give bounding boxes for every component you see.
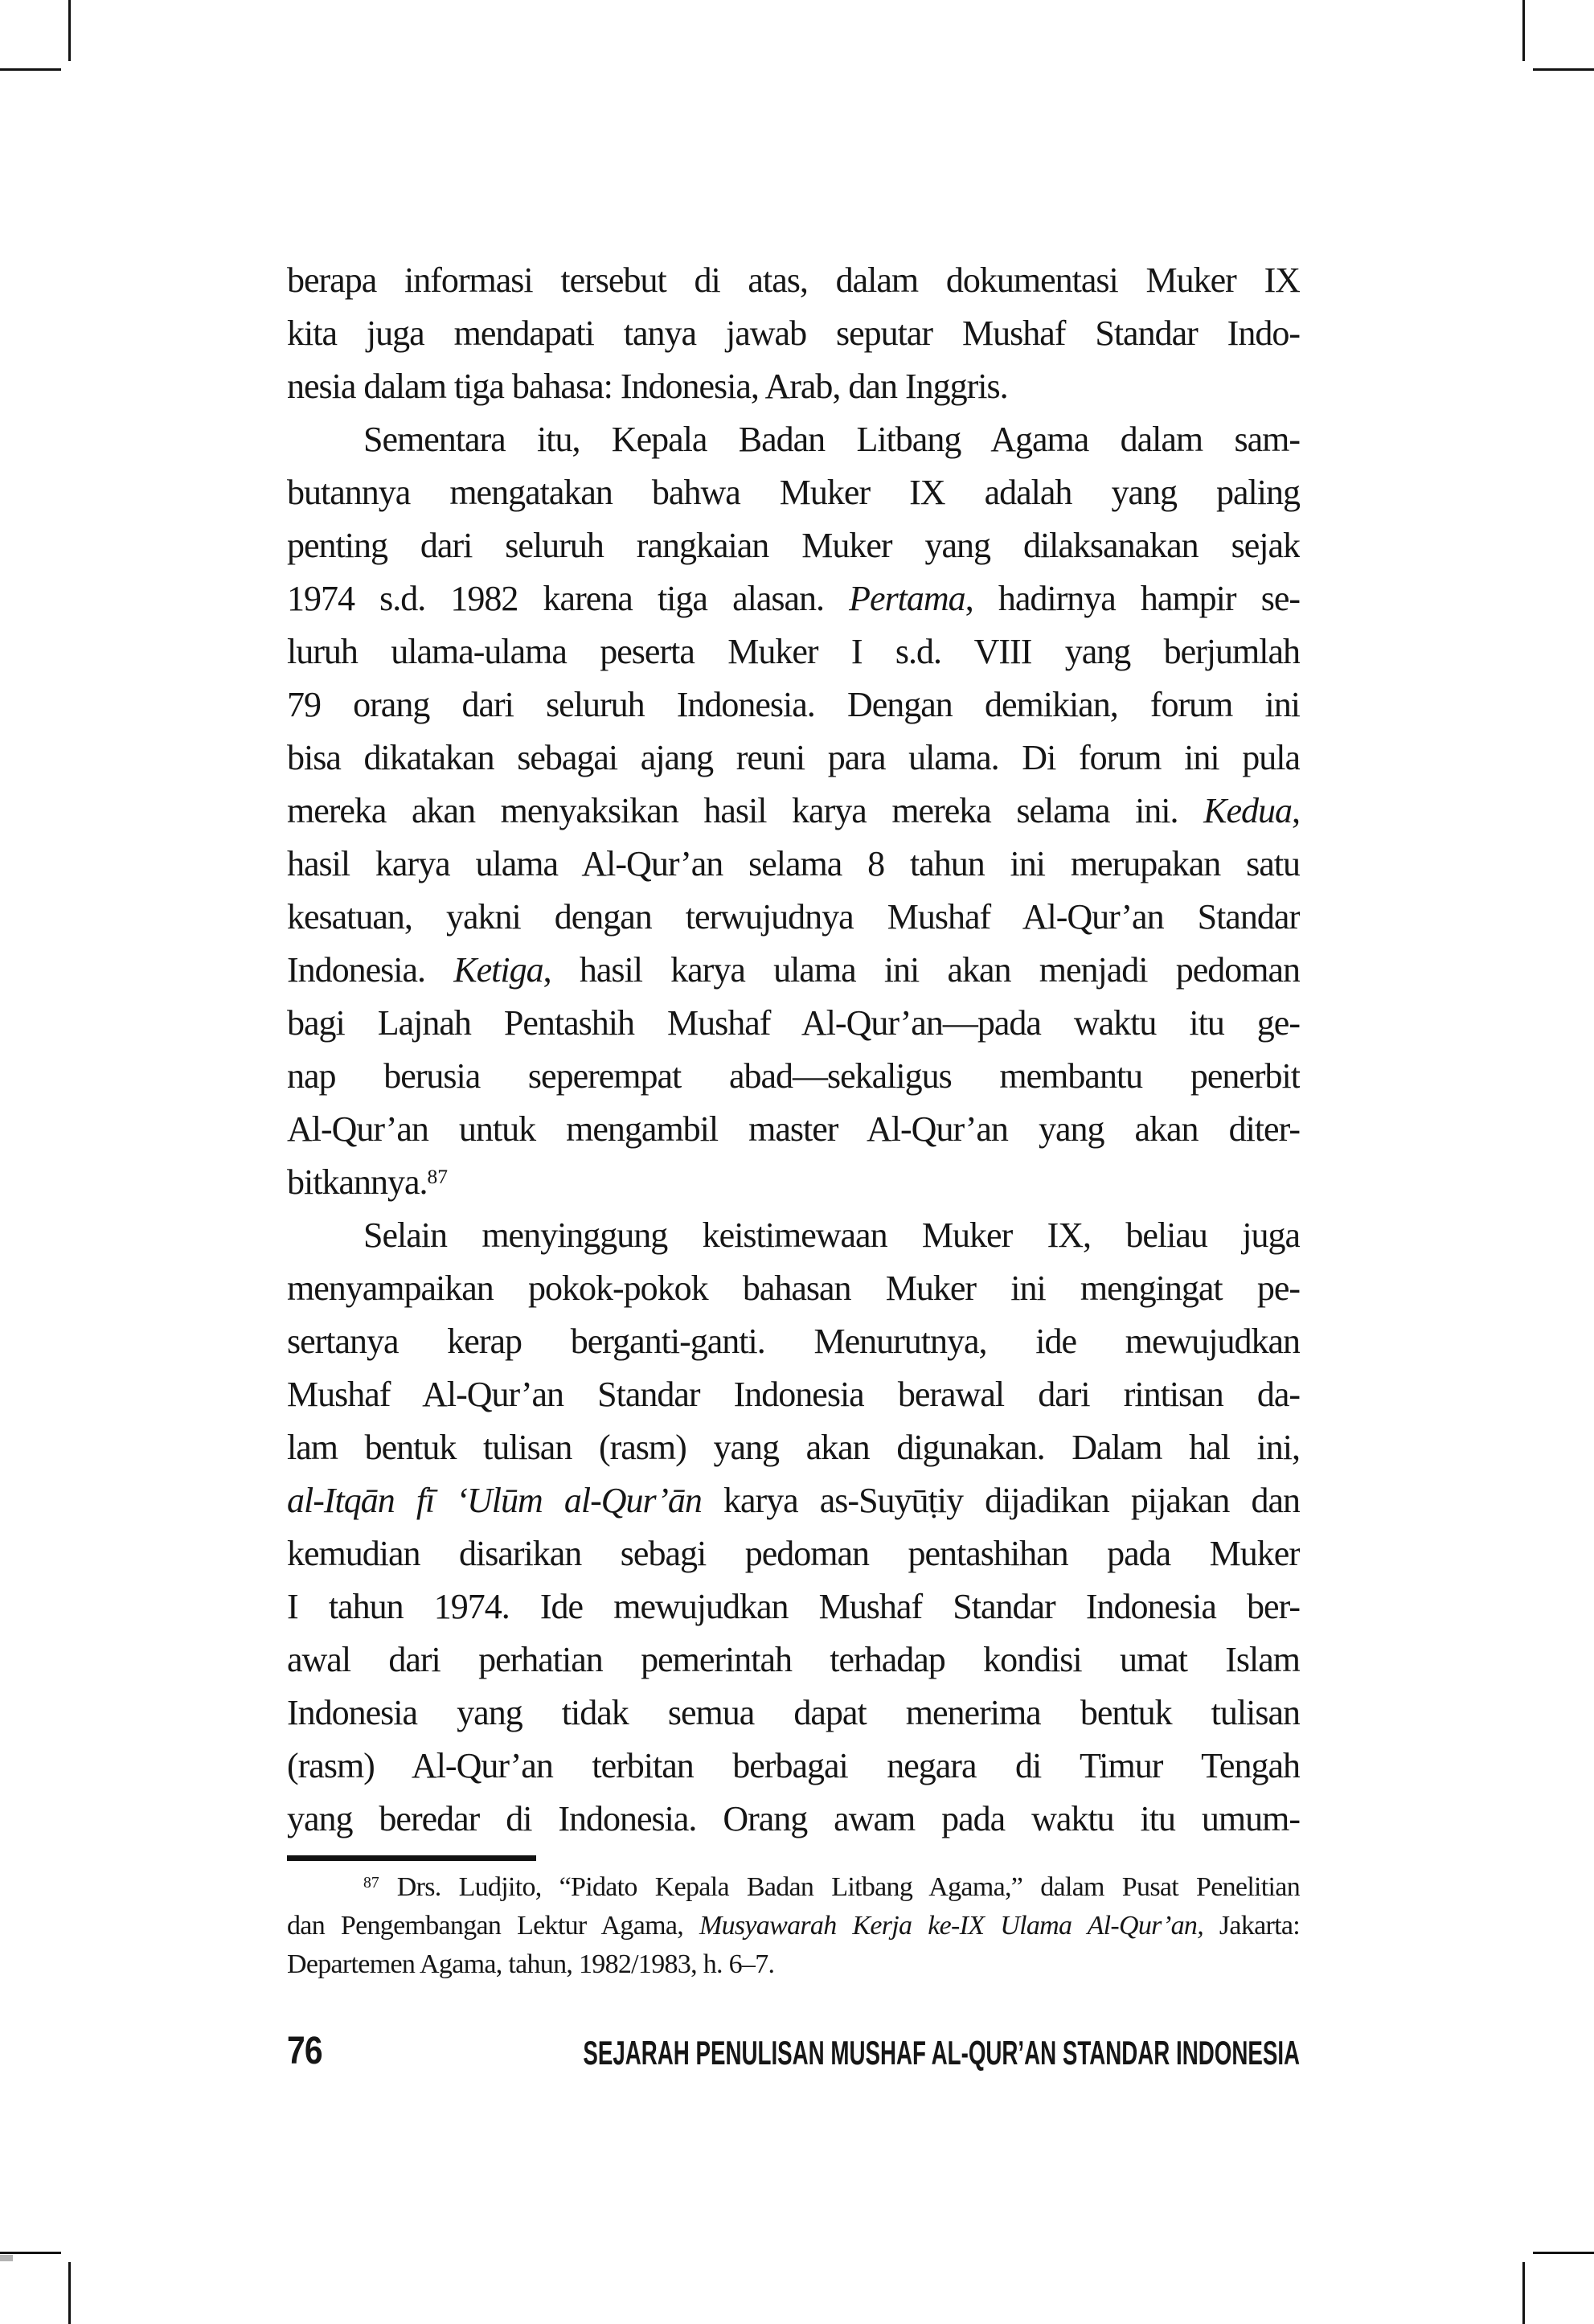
text-line: [287, 678, 1300, 732]
text-segment: 1974 s.d. 1982 karena tiga alasan.: [287, 579, 850, 618]
text-segment: Indonesia yang tidak semua dapat menerima bentuk tulisan: [287, 1693, 1300, 1732]
page-number: 76: [287, 2030, 322, 2072]
text-segment: nap berusia seperempat abad—sekaligus membantu penerbit: [287, 1056, 1300, 1096]
crop-mark: [68, 0, 71, 61]
text-segment: karya as-Suyūṭiy dijadikan pijakan dan: [701, 1481, 1300, 1520]
text-line: [287, 732, 1300, 785]
text-line: [287, 1421, 1300, 1474]
italic-text: al-Itqān fī ‘Ulūm al-Qur’ān: [287, 1481, 702, 1520]
text-segment: kemudian disarikan sebagi pedoman pentashihan pada Muker: [287, 1534, 1300, 1573]
footnote: [287, 1868, 1300, 1984]
text-segment: penting dari seluruh rangkaian Muker yang dilaksanakan sejak: [287, 526, 1300, 565]
text-segment: I tahun 1974. Ide mewujudkan Mushaf Standar Indonesia ber-: [287, 1587, 1300, 1626]
crop-mark: [1533, 68, 1594, 71]
footnote-separator: [287, 1855, 536, 1861]
text-line: [287, 1945, 1300, 1984]
running-title: SEJARAH PENULISAN MUSHAF AL-QUR’AN STANDAR INDONESIA: [583, 2034, 1300, 2072]
crop-mark: [1522, 0, 1525, 61]
crop-mark: [68, 2262, 71, 2324]
crop-mark: [0, 68, 61, 71]
text-line: [287, 519, 1300, 572]
scan-artifact: [0, 2255, 13, 2261]
text-line: [287, 254, 1300, 307]
text-segment: bitkannya.: [287, 1162, 428, 1202]
footnote-marker: 87: [363, 1874, 379, 1892]
crop-mark: [0, 2252, 61, 2254]
text-line: [287, 466, 1300, 519]
text-segment: Sementara itu, Kepala Badan Litbang Agama dalam sam-: [363, 420, 1300, 459]
text-segment: menyampaikan pokok-pokok bahasan Muker ini mengingat pe-: [287, 1269, 1300, 1308]
text-segment: Indonesia.: [287, 950, 454, 990]
text-segment: (rasm) Al-Qur’an terbitan berbagai negara di Timur Tengah: [287, 1746, 1300, 1785]
text-line: [287, 1527, 1300, 1580]
italic-text: Pertama: [849, 579, 965, 618]
text-line: [287, 1907, 1300, 1945]
text-line: [287, 1868, 1300, 1907]
paragraph: [287, 413, 1300, 1209]
text-segment: Jakarta:: [1203, 1911, 1300, 1941]
text-line: [287, 1368, 1300, 1421]
text-line: [287, 413, 1300, 466]
text-segment: sertanya kerap berganti-ganti. Menurutnya, ide mewujudkan: [287, 1322, 1300, 1361]
italic-text: Musyawarah Kerja ke-IX Ulama Al-Qur’an,: [699, 1911, 1203, 1941]
text-line: [287, 1156, 1300, 1209]
text-line: [287, 307, 1300, 360]
text-line: [287, 785, 1300, 838]
text-segment: Al-Qur’an untuk mengambil master Al-Qur’an yang akan diter-: [287, 1109, 1300, 1149]
italic-text: Kedua: [1203, 791, 1292, 830]
text-segment: Mushaf Al-Qur’an Standar Indonesia berawal dari rintisan da-: [287, 1375, 1300, 1414]
text-line: [287, 625, 1300, 678]
paragraph: [287, 1868, 1300, 1984]
text-segment: Drs. Ludjito, “Pidato Kepala Badan Litbang Agama,” dalam Pusat Penelitian: [379, 1872, 1300, 1902]
text-segment: ,: [1292, 791, 1300, 830]
text-segment: Departemen Agama, tahun, 1982/1983, h. 6–7.: [287, 1949, 775, 1979]
text-segment: 79 orang dari seluruh Indonesia. Dengan demikian, forum ini: [287, 685, 1300, 724]
body-text: [287, 254, 1300, 1846]
text-line: [287, 1103, 1300, 1156]
text-segment: luruh ulama-ulama peserta Muker I s.d. VIII yang berjumlah: [287, 632, 1300, 671]
text-segment: kesatuan, yakni dengan terwujudnya Mushaf Al-Qur’an Standar: [287, 897, 1300, 937]
text-segment: berapa informasi tersebut di atas, dalam dokumentasi Muker IX: [287, 260, 1300, 300]
text-line: [287, 997, 1300, 1050]
text-segment: bisa dikatakan sebagai ajang reuni para ulama. Di forum ini pula: [287, 738, 1300, 777]
text-segment: lam bentuk tulisan (rasm) yang akan digunakan. Dalam hal ini,: [287, 1428, 1300, 1467]
paragraph: [287, 1209, 1300, 1846]
text-line: [287, 1687, 1300, 1740]
crop-mark: [1522, 2262, 1525, 2324]
text-segment: yang beredar di Indonesia. Orang awam pada waktu itu umum-: [287, 1799, 1300, 1838]
text-line: [287, 891, 1300, 944]
text-line: [287, 360, 1300, 413]
text-segment: mereka akan menyaksikan hasil karya mereka selama ini.: [287, 791, 1204, 830]
text-segment: bagi Lajnah Pentashih Mushaf Al-Qur’an—pada waktu itu ge-: [287, 1003, 1300, 1043]
text-segment: kita juga mendapati tanya jawab seputar Mushaf Standar Indo-: [287, 314, 1300, 353]
paragraph: [287, 254, 1300, 413]
text-line: [287, 1474, 1300, 1527]
footnote-marker: 87: [427, 1165, 449, 1189]
text-line: [287, 838, 1300, 891]
text-line: [287, 1315, 1300, 1368]
text-segment: , hadirnya hampir se-: [965, 579, 1300, 618]
crop-mark: [1533, 2252, 1594, 2254]
text-line: [287, 1740, 1300, 1793]
text-segment: dan Pengembangan Lektur Agama,: [287, 1911, 699, 1941]
text-line: [287, 1633, 1300, 1687]
text-segment: nesia dalam tiga bahasa: Indonesia, Arab, dan Inggris.: [287, 367, 1008, 406]
text-line: [287, 1050, 1300, 1103]
text-line: [287, 1793, 1300, 1846]
text-line: [287, 572, 1300, 625]
text-line: [287, 1209, 1300, 1262]
text-line: [287, 1262, 1300, 1315]
text-segment: butannya mengatakan bahwa Muker IX adalah yang paling: [287, 473, 1300, 512]
text-line: [287, 1580, 1300, 1633]
italic-text: Ketiga: [453, 950, 543, 990]
text-segment: , hasil karya ulama ini akan menjadi pedoman: [543, 950, 1300, 990]
text-line: [287, 944, 1300, 997]
text-segment: hasil karya ulama Al-Qur’an selama 8 tahun ini merupakan satu: [287, 844, 1300, 883]
text-segment: Selain menyinggung keistimewaan Muker IX, beliau juga: [363, 1215, 1300, 1255]
text-segment: awal dari perhatian pemerintah terhadap kondisi umat Islam: [287, 1640, 1300, 1679]
